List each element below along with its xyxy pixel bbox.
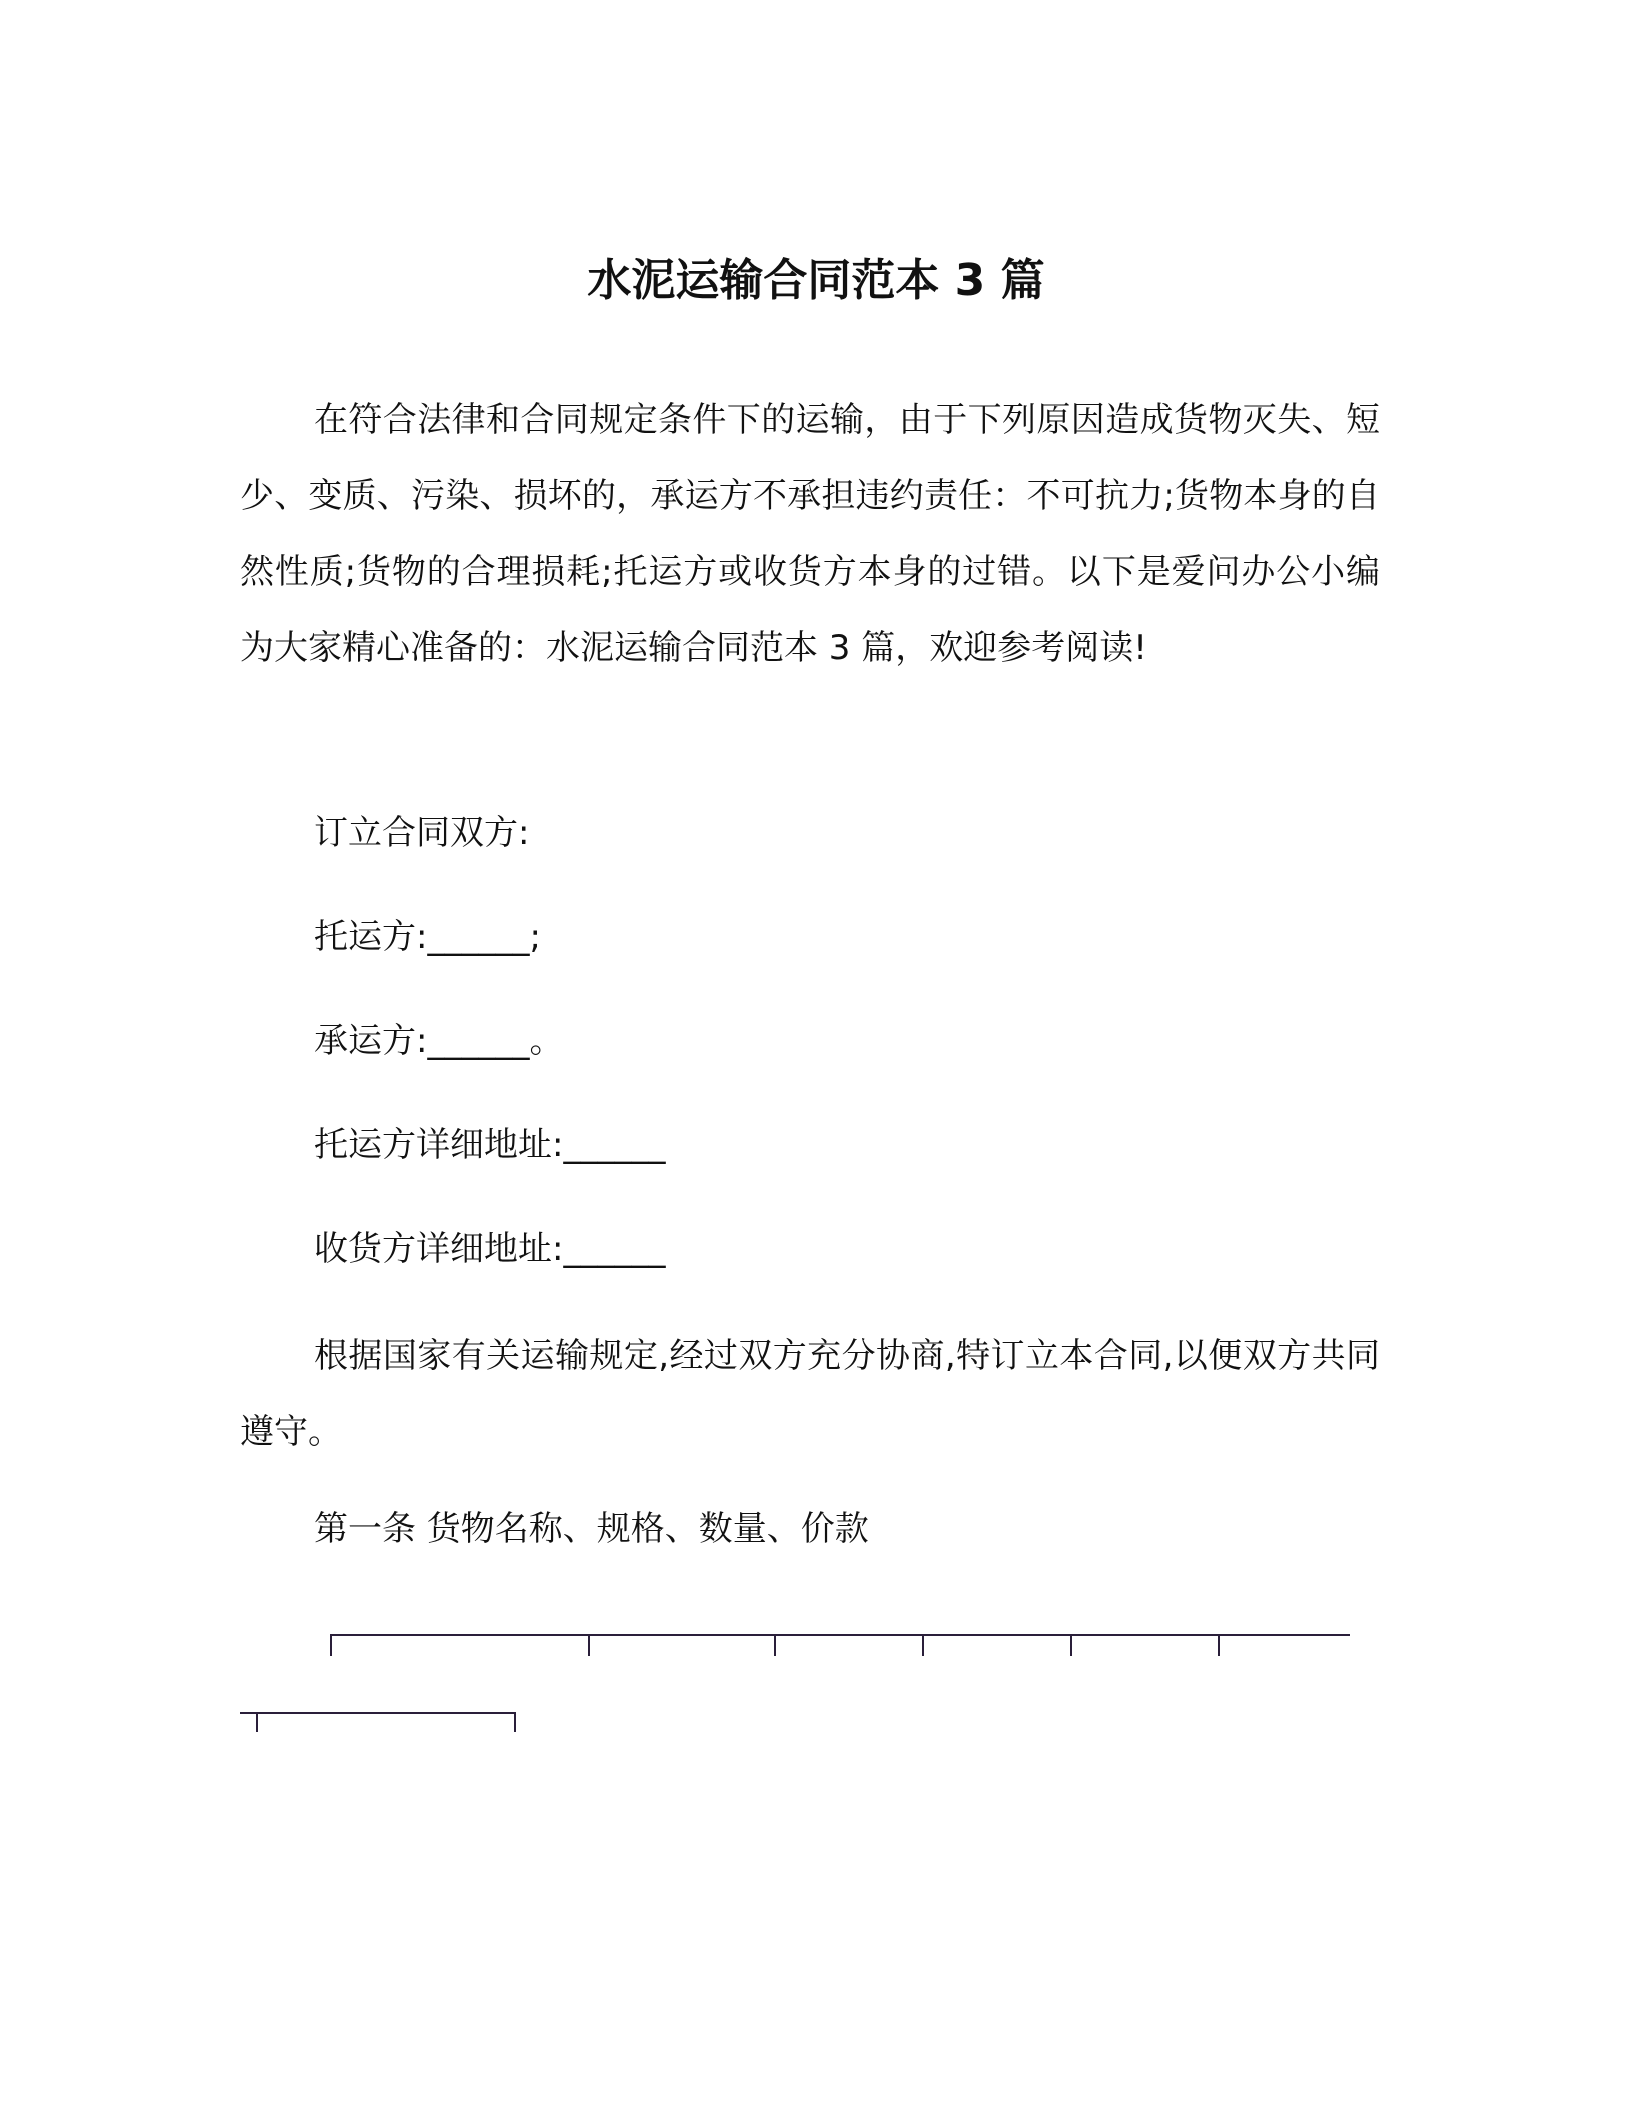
carrier-line: 承运方:______。: [314, 1021, 564, 1061]
basis-paragraph: 根据国家有关运输规定,经过双方充分协商,特订立本合同,以便双方共同遵守。: [240, 1336, 1380, 1452]
document-title: 水泥运输合同范本 3 篇: [587, 255, 1045, 307]
shipper-line: 托运方:______;: [314, 917, 541, 957]
parties-heading: 订立合同双方:: [314, 813, 530, 853]
table-second-rule: [240, 1712, 516, 1714]
article-1-heading: 第一条 货物名称、规格、数量、价款: [314, 1509, 869, 1549]
table-column-divider: [588, 1634, 590, 1656]
shipper-address-line: 托运方详细地址:______: [314, 1125, 666, 1165]
table-top-rule: [330, 1634, 1350, 1636]
intro-paragraph: 在符合法律和合同规定条件下的运输，由于下列原因造成货物灭失、短少、变质、污染、损坏的，承运方不承担违约责任：不可抗力;货物本身的自然性质;货物的合理损耗;托运方或收货方本身的过错。以下是爱问办公小编为大家精心准备的：水泥运输合同范本 3 篇，欢迎参考阅读!: [240, 400, 1380, 668]
table-column-divider: [922, 1634, 924, 1656]
table-column-divider: [774, 1634, 776, 1656]
table-column-divider: [256, 1712, 258, 1732]
table-column-divider: [330, 1634, 332, 1656]
consignee-address-line: 收货方详细地址:______: [314, 1229, 666, 1269]
table-column-divider: [1218, 1634, 1220, 1656]
table-column-divider: [1070, 1634, 1072, 1656]
table-column-divider: [514, 1712, 516, 1732]
